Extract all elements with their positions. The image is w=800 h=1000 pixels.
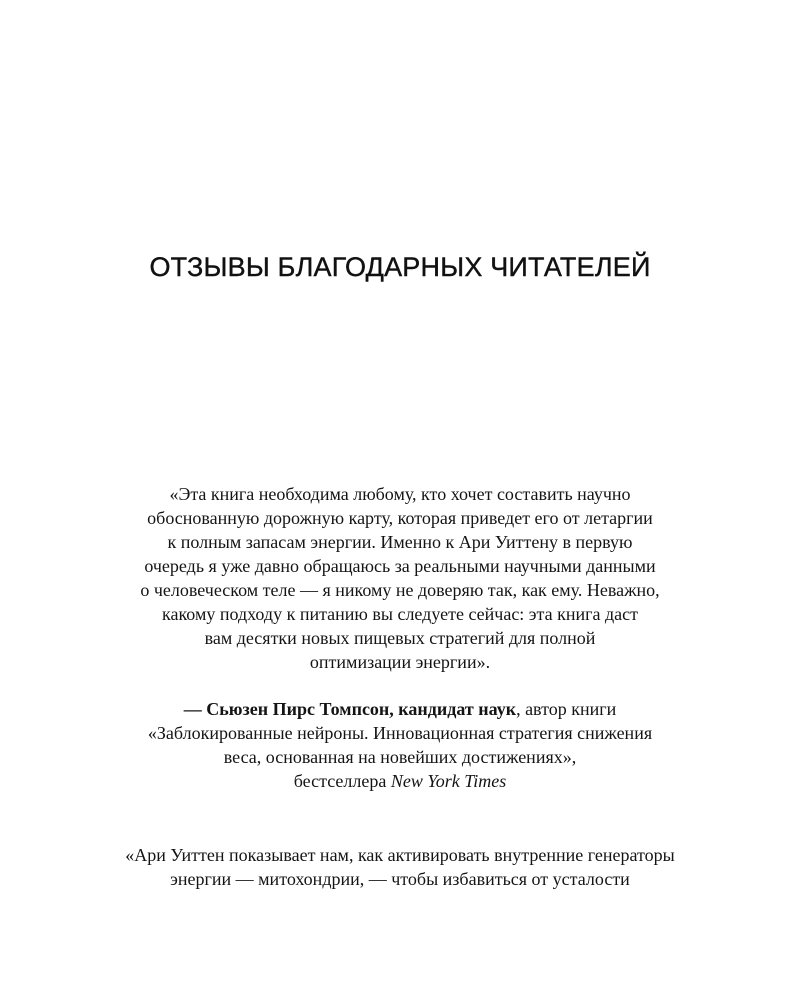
quote-line: «Ари Уиттен показывает нам, как активировать внутренние генераторы: [125, 845, 675, 865]
quote-line: энергии — митохондрии, — чтобы избавиться от усталости: [170, 869, 630, 889]
review-quote-2: [60, 843, 740, 891]
quote-line: какому подходу к питанию вы следуете сейчас: эта книга даст: [162, 604, 638, 624]
publication-name: New York Times: [390, 771, 507, 791]
review-attribution-1: [60, 697, 740, 793]
attribution-text: , автор книги: [516, 699, 617, 719]
page-title: ОТЗЫВЫ БЛАГОДАРНЫХ ЧИТАТЕЛЕЙ: [149, 252, 651, 282]
attribution-text: бестселлера: [293, 771, 391, 791]
attribution-line: [60, 697, 740, 721]
attribution-line: веса, основанная на новейших достижениях»,: [223, 747, 577, 767]
quote-line: обоснованную дорожную карту, которая приведет его от летаргии: [147, 508, 653, 528]
quote-line: о человеческом теле — я никому не доверяю так, как ему. Неважно,: [140, 580, 660, 600]
quote-line: очередь я уже давно обращаюсь за реальными научными данными: [144, 556, 656, 576]
quote-line: к полным запасам энергии. Именно к Ари Уиттену в первую: [167, 532, 633, 552]
quote-line: оптимизации энергии».: [309, 652, 491, 672]
attribution-line: [60, 769, 740, 793]
quote-line: вам десятки новых пищевых стратегий для полной: [204, 628, 596, 648]
review-quote-1: [60, 482, 740, 674]
reviewer-name: — Сьюзен Пирс Томпсон, кандидат наук: [183, 699, 517, 719]
quote-line: «Эта книга необходима любому, кто хочет составить научно: [169, 484, 631, 504]
attribution-line: «Заблокированные нейроны. Инновационная стратегия снижения: [147, 723, 653, 743]
